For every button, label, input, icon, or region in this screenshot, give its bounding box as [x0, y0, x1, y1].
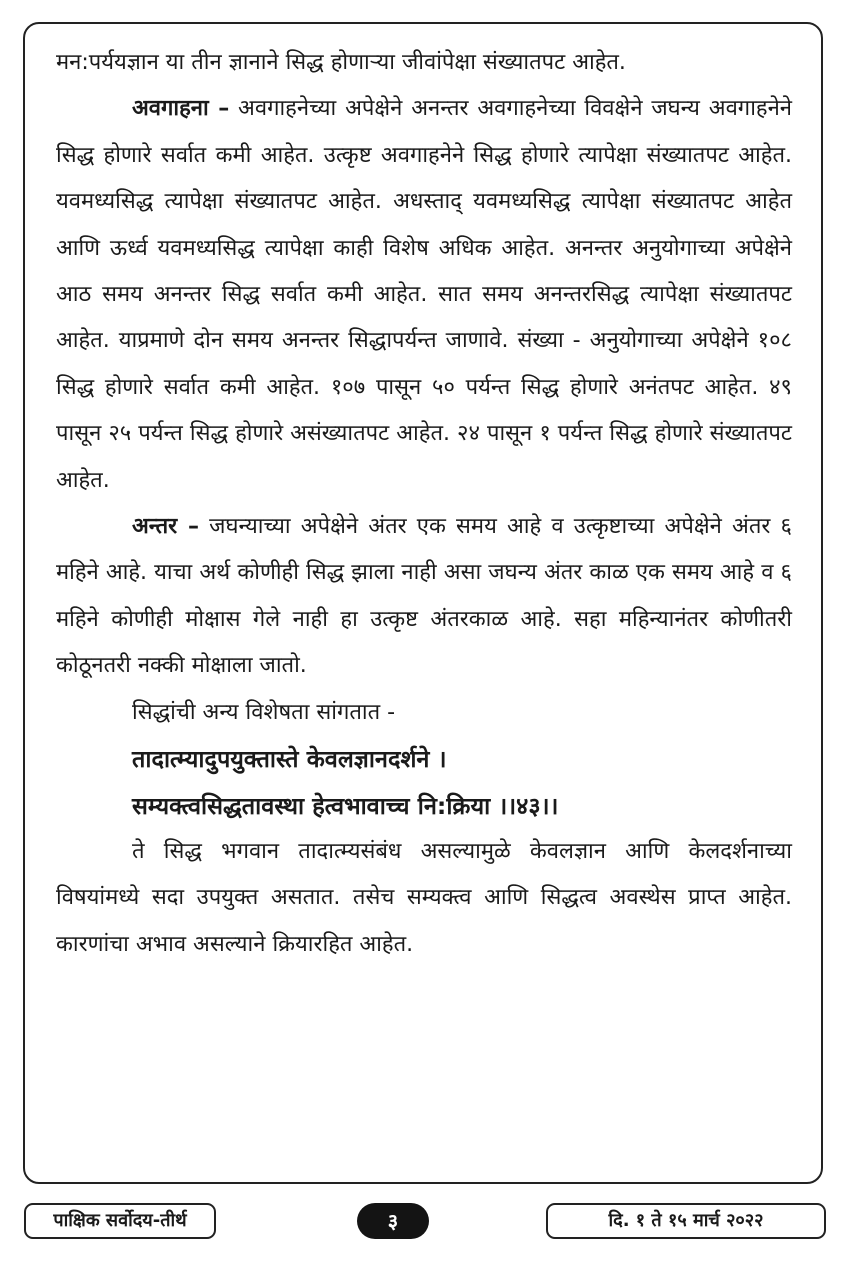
footer-publication-name: पाक्षिक सर्वोदय-तीर्थ — [24, 1203, 216, 1239]
footer-page-number: ३ — [357, 1203, 429, 1239]
paragraph-antar — [56, 504, 792, 690]
verse-line-1: तादात्म्यादुपयुक्तास्ते केवलज्ञानदर्शने । — [132, 745, 447, 774]
paragraph-avagahana-text: अवगाहनेच्या अपेक्षेने अनन्तर अवगाहनेच्या विवक्षेने जघन्य अवगाहनेने सिद्ध होणारे सर्वात कमी आहेत. उत्कृष्ट अवगाहनेने सिद्ध होणारे त्यापेक्षा संख्यातपट आहेत. यवमध्यसिद्ध त्यापेक्षा संख्यातपट आहेत. अधस्ताद् यवमध्यसिद्ध त्यापेक्षा संख्यातपट आहेत आणि ऊर्ध्व यवमध्यसिद्ध त्यापेक्षा काही विशेष अधिक आहेत. अनन्तर अनुयोगाच्या अपेक्षेने आठ समय अनन्तर सिद्ध सर्वात कमी आहेत. सात समय अनन्तरसिद्ध त्यापेक्षा संख्यातपट आहेत. याप्रमाणे दोन समय अनन्तर सिद्धापर्यन्त जाणावे. संख्या - अनुयोगाच्या अपेक्षेने १०८ सिद्ध होणारे सर्वात कमी आहेत. १०७ पासून ५० पर्यन्त सिद्ध होणारे अनंतपट आहेत. ४९ पासून २५ पर्यन्त सिद्ध होणारे असंख्यातपट आहेत. २४ पासून १ पर्यन्त सिद्ध होणारे संख्यातपट आहेत. — [56, 96, 792, 493]
paragraph-antar-text: जघन्याच्या अपेक्षेने अंतर एक समय आहे व उत्कृष्टाच्या अपेक्षेने अंतर ६ महिने आहे. याचा अर्थ कोणीही सिद्ध झाला नाही असा जघन्य अंतर काळ एक समय आहे व ६ महिने कोणीही मोक्षास गेले नाही हा उत्कृष्ट अंतरकाळ आहे. सहा महिन्यानंतर कोणीतरी कोठूनतरी नक्की मोक्षाला जातो. — [56, 514, 792, 679]
verse-intro: सिद्धांची अन्य विशेषता सांगतात - — [132, 699, 396, 725]
verse-line-2: सम्यक्त्वसिद्धतावस्था हेत्वभावाच्च नि:क्रिया ।।४३।। — [132, 791, 559, 820]
heading-antar: अन्तर – — [132, 514, 199, 540]
paragraph-avagahana — [56, 86, 792, 504]
page-content — [56, 40, 792, 968]
paragraph-explanation: ते सिद्ध भगवान तादात्म्यसंबंध असल्यामुळे केवलज्ञान आणि केलदर्शनाच्या विषयांमध्ये सदा उपयुक्त असतात. तसेच सम्यक्त्व आणि सिद्धत्व अवस्थेस प्राप्त आहेत. कारणांचा अभाव असल्याने क्रियारहित आहेत. — [56, 838, 792, 957]
paragraph-intro-fragment: मन:पर्ययज्ञान या तीन ज्ञानाने सिद्ध होणाऱ्या जीवांपेक्षा संख्यातपट आहेत. — [56, 50, 626, 75]
footer-issue-date: दि. १ ते १५ मार्च २०२२ — [546, 1203, 826, 1239]
heading-avagahana: अवगाहना – — [132, 96, 230, 122]
